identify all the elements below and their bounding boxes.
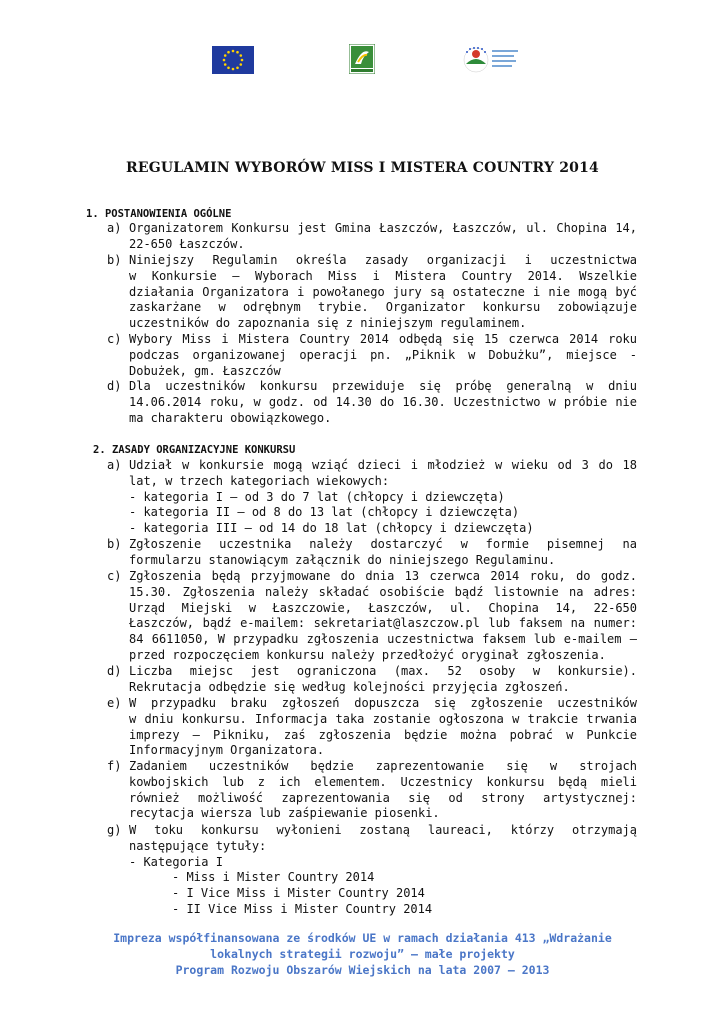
item-label: b): [107, 253, 122, 267]
item-line: przed rozpoczęciem konkursu należy przedłożyć oryginał zgłoszenia.: [129, 647, 606, 662]
section-1-item-c: [107, 332, 637, 379]
item-line: - kategoria II – od 8 do 13 lat (chłopcy i dziewczęta): [129, 505, 520, 520]
item-line: również możliwość zaprezentowania się od strony artystycznej:: [129, 790, 637, 805]
section-2-item-g: [107, 823, 637, 870]
item-line: kowbojskich lub z ich elementem. Uczestnicy konkursu będą mieli: [129, 774, 637, 789]
item-label: d): [107, 664, 122, 678]
eu-flag-logo: [212, 46, 254, 74]
title-entry: - II Vice Miss i Mister Country 2014: [172, 901, 433, 916]
item-line: Dobużek, gm. Łaszczów: [129, 363, 281, 378]
logo-bar: [0, 44, 725, 76]
item-line: lat, w trzech kategoriach wiekowych:: [129, 473, 390, 488]
item-line: Urząd Miejski w Łaszczowie, Łaszczów, ul. Chopina 14, 22-650: [129, 600, 637, 615]
item-label: d): [107, 379, 122, 393]
item-line: Zgłoszenia będą przyjmowane do dnia 13 czerwca 2014 roku, do godz.: [129, 569, 637, 583]
item-line: imprezy – Pikniku, zaś zgłoszenia będzie można pobrać w Punkcie: [129, 727, 637, 742]
footer-line: Program Rozwoju Obszarów Wiejskich na lata 2007 – 2013: [175, 963, 550, 977]
leader-logo: [349, 44, 375, 74]
footer-line: lokalnych strategii rozwoju” – małe projekty: [210, 947, 515, 961]
item-line: W toku konkursu wyłonieni zostaną laureaci, którzy otrzymają: [129, 823, 637, 837]
item-line: Łaszczów, bądź e-mailem: sekretariat@laszczow.pl lub faksem na numer:: [129, 616, 637, 631]
item-line: - kategoria III – od 14 do 18 lat (chłopcy i dziewczęta): [129, 521, 534, 536]
section-2-item-a: [107, 458, 637, 537]
item-line: Zgłoszenie uczestnika należy dostarczyć w formie pisemnej na: [129, 537, 637, 551]
item-line: w Konkursie – Wyborach Miss i Mistera Country 2014. Wszelkie: [129, 268, 637, 283]
item-line: Organizatorem Konkursu jest Gmina Łaszczów, Łaszczów, ul. Chopina 14,: [129, 221, 637, 235]
item-line: zaskarżane w odrębnym trybie. Organizator konkursu zobowiązuje: [129, 300, 637, 315]
footer-line: Impreza współfinansowana ze środków UE w ramach działania 413 „Wdrażanie: [113, 931, 612, 945]
item-label: c): [107, 569, 122, 583]
item-line: - Kategoria I: [129, 854, 223, 869]
item-label: a): [107, 221, 122, 235]
item-label: e): [107, 696, 122, 710]
item-line: działania Organizatora i powołanego jury są ostateczne i nie mogą być: [129, 284, 637, 299]
item-line: Zadaniem uczestników będzie zaprezentowanie się w strojach: [129, 759, 637, 773]
item-line: recytacja wiersza lub zaśpiewanie piosenki.: [129, 806, 440, 821]
item-line: - kategoria I – od 3 do 7 lat (chłopcy i dziewczęta): [129, 489, 505, 504]
title-entry: - Miss i Mister Country 2014: [172, 870, 375, 884]
titles-list: [172, 870, 432, 917]
item-line: 22-650 Łaszczów.: [129, 236, 245, 251]
section-2-item-f: [107, 759, 637, 822]
item-line: Rekrutacja odbędzie się według kolejności przyjęcia zgłoszeń.: [129, 679, 570, 694]
item-line: 15.30. Zgłoszenia należy składać osobiście bądź listownie na adres:: [129, 584, 637, 599]
item-line: W przypadku braku zgłoszeń dopuszcza się zgłoszenie uczestników: [129, 696, 637, 710]
item-label: b): [107, 537, 122, 551]
item-line: formularzu stanowiącym załącznik do niniejszego Regulaminu.: [129, 552, 556, 567]
section-2-item-d: [107, 664, 637, 696]
item-line: ma charakteru obowiązkowego.: [129, 410, 332, 425]
item-line: 14.06.2014 roku, w godz. od 14.30 do 16.30. Uczestnictwo w próbie nie: [129, 394, 637, 409]
section-2-heading: 2. ZASADY ORGANIZACYJNE KONKURSU: [93, 444, 296, 456]
item-line: Udział w konkursie mogą wziąć dzieci i młodzież w wieku od 3 do 18: [129, 458, 637, 472]
title-entry: - I Vice Miss i Mister Country 2014: [172, 885, 425, 900]
section-1-item-d: [107, 379, 637, 426]
item-line: uczestników do zapoznania się z niniejszym regulaminem.: [129, 316, 527, 331]
item-line: Niniejszy Regulamin określa zasady organizacji i uczestnictwa: [129, 253, 637, 267]
item-line: Liczba miejsc jest ograniczona (max. 52 osoby w konkursie).: [129, 664, 637, 678]
document-title: REGULAMIN WYBORÓW MISS I MISTERA COUNTRY 2014: [126, 160, 599, 176]
section-1-item-b: [107, 253, 637, 332]
section-2-item-e: [107, 696, 637, 759]
item-line: następujące tytuły:: [129, 838, 267, 853]
footer-cofinancing-note: [0, 930, 725, 978]
item-label: a): [107, 458, 122, 472]
item-label: f): [107, 759, 122, 773]
section-1-heading: 1. POSTANOWIENIA OGÓLNE: [86, 208, 232, 220]
section-2-item-c: [107, 569, 637, 664]
prow-logo: [462, 44, 522, 76]
item-line: 84 6611050, W przypadku zgłoszenia uczestnictwa faksem lub e-mailem –: [129, 632, 637, 647]
item-line: Wybory Miss i Mistera Country 2014 odbędą się 15 czerwca 2014 roku: [129, 332, 637, 346]
item-line: podczas organizowanej operacji pn. „Piknik w Dobużku”, miejsce -: [129, 347, 637, 362]
item-line: Informacyjnym Organizatora.: [129, 743, 325, 758]
section-2-item-b: [107, 537, 637, 569]
item-label: g): [107, 823, 122, 837]
section-1-item-a: [107, 221, 637, 253]
item-line: Dla uczestników konkursu przewiduje się próbę generalną w dniu: [129, 379, 637, 393]
item-label: c): [107, 332, 122, 346]
item-line: w dniu konkursu. Informacja taka zostanie ogłoszona w trakcie trwania: [129, 711, 637, 726]
